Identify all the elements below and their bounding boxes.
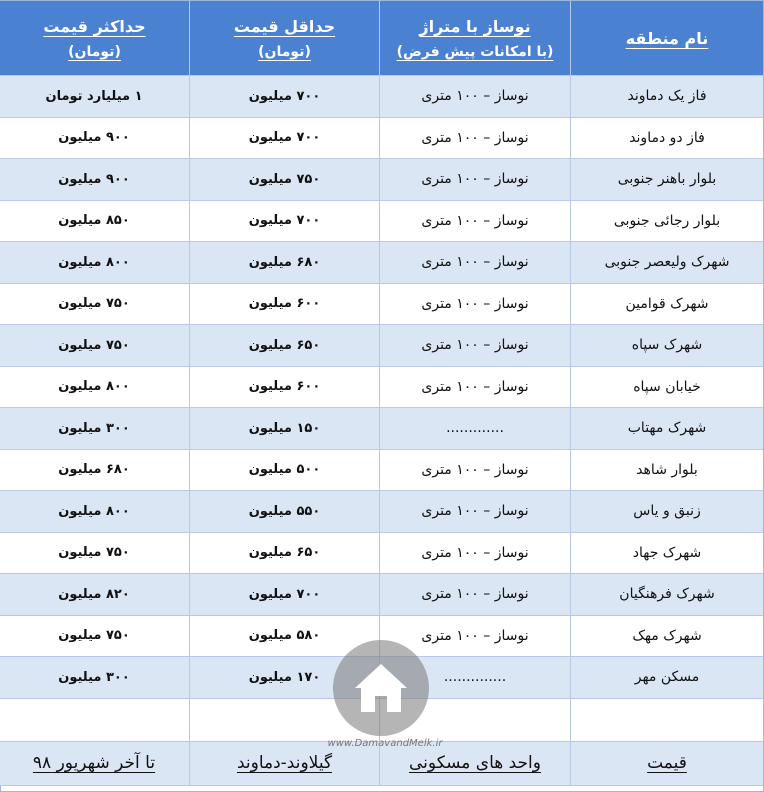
- region-cell: بلوار باهنر جنوبی: [570, 159, 763, 201]
- region-cell: شهرک جهاد: [570, 533, 763, 575]
- header-min-price: حداقل قیمت (تومان): [189, 1, 379, 76]
- empty-cell: [0, 699, 189, 742]
- type-cell: نوساز – ۱۰۰ متری: [379, 491, 570, 533]
- min-price-cell: ۷۰۰ میلیون: [189, 76, 379, 118]
- max-price-cell: ۸۰۰ میلیون: [0, 367, 189, 409]
- max-price-cell: ۷۵۰ میلیون: [0, 533, 189, 575]
- region-cell: بلوار شاهد: [570, 450, 763, 492]
- min-price-cell: ۶۵۰ میلیون: [189, 533, 379, 575]
- type-cell: نوساز – ۱۰۰ متری: [379, 201, 570, 243]
- region-cell: فاز یک دماوند: [570, 76, 763, 118]
- max-price-cell: ۶۸۰ میلیون: [0, 450, 189, 492]
- header-max-price: حداکثر قیمت (تومان): [0, 1, 189, 76]
- min-price-cell: ۱۷۰ میلیون: [189, 657, 379, 699]
- max-price-cell: ۹۰۰ میلیون: [0, 118, 189, 160]
- type-cell: ..............: [379, 657, 570, 699]
- min-price-cell: ۷۰۰ میلیون: [189, 201, 379, 243]
- max-price-cell: ۸۲۰ میلیون: [0, 574, 189, 616]
- max-price-cell: ۷۵۰ میلیون: [0, 284, 189, 326]
- region-cell: مسکن مهر: [570, 657, 763, 699]
- max-price-cell: ۳۰۰ میلیون: [0, 408, 189, 450]
- region-cell: خیابان سپاه: [570, 367, 763, 409]
- header-region: نام منطقه: [570, 1, 763, 76]
- region-cell: زنبق و یاس: [570, 491, 763, 533]
- empty-cell: [570, 699, 763, 742]
- footer-units-label: واحد های مسکونی: [379, 742, 570, 786]
- region-cell: شهرک قوامین: [570, 284, 763, 326]
- region-cell: شهرک مهتاب: [570, 408, 763, 450]
- min-price-cell: ۵۵۰ میلیون: [189, 491, 379, 533]
- type-cell: نوساز – ۱۰۰ متری: [379, 284, 570, 326]
- min-price-cell: ۷۵۰ میلیون: [189, 159, 379, 201]
- min-price-cell: ۷۰۰ میلیون: [189, 574, 379, 616]
- region-cell: شهرک ولیعصر جنوبی: [570, 242, 763, 284]
- watermark-logo: [333, 640, 429, 736]
- type-cell: نوساز – ۱۰۰ متری: [379, 76, 570, 118]
- max-price-cell: ۸۵۰ میلیون: [0, 201, 189, 243]
- region-cell: بلوار رجائی جنوبی: [570, 201, 763, 243]
- type-cell: نوساز – ۱۰۰ متری: [379, 574, 570, 616]
- region-cell: شهرک فرهنگیان: [570, 574, 763, 616]
- watermark-url: www.DamavandMelk.ir: [327, 738, 443, 749]
- type-cell: نوساز – ۱۰۰ متری: [379, 325, 570, 367]
- max-price-cell: ۱ میلیارد تومان: [0, 76, 189, 118]
- min-price-cell: ۵۸۰ میلیون: [189, 616, 379, 658]
- max-price-cell: ۹۰۰ میلیون: [0, 159, 189, 201]
- min-price-cell: ۵۰۰ میلیون: [189, 450, 379, 492]
- house-icon: [351, 660, 411, 716]
- type-cell: نوساز – ۱۰۰ متری: [379, 367, 570, 409]
- max-price-cell: ۸۰۰ میلیون: [0, 242, 189, 284]
- min-price-cell: ۷۰۰ میلیون: [189, 118, 379, 160]
- type-cell: نوساز – ۱۰۰ متری: [379, 159, 570, 201]
- min-price-cell: ۶۸۰ میلیون: [189, 242, 379, 284]
- region-cell: شهرک سپاه: [570, 325, 763, 367]
- header-type: نوساز با متراژ (با امکانات پیش فرض): [379, 1, 570, 76]
- max-price-cell: ۷۵۰ میلیون: [0, 616, 189, 658]
- min-price-cell: ۶۰۰ میلیون: [189, 284, 379, 326]
- type-cell: نوساز – ۱۰۰ متری: [379, 533, 570, 575]
- min-price-cell: ۱۵۰ میلیون: [189, 408, 379, 450]
- type-cell: نوساز – ۱۰۰ متری: [379, 450, 570, 492]
- min-price-cell: ۶۰۰ میلیون: [189, 367, 379, 409]
- footer-price-label: قیمت: [570, 742, 763, 786]
- max-price-cell: ۳۰۰ میلیون: [0, 657, 189, 699]
- type-cell: نوساز – ۱۰۰ متری: [379, 242, 570, 284]
- max-price-cell: ۷۵۰ میلیون: [0, 325, 189, 367]
- type-cell: .............: [379, 408, 570, 450]
- region-cell: شهرک مهک: [570, 616, 763, 658]
- type-cell: نوساز – ۱۰۰ متری: [379, 616, 570, 658]
- footer-date-label: تا آخر شهریور ۹۸: [0, 742, 189, 786]
- region-cell: فاز دو دماوند: [570, 118, 763, 160]
- min-price-cell: ۶۵۰ میلیون: [189, 325, 379, 367]
- max-price-cell: ۸۰۰ میلیون: [0, 491, 189, 533]
- type-cell: نوساز – ۱۰۰ متری: [379, 118, 570, 160]
- footer-location-label: گیلاوند-دماوند: [189, 742, 379, 786]
